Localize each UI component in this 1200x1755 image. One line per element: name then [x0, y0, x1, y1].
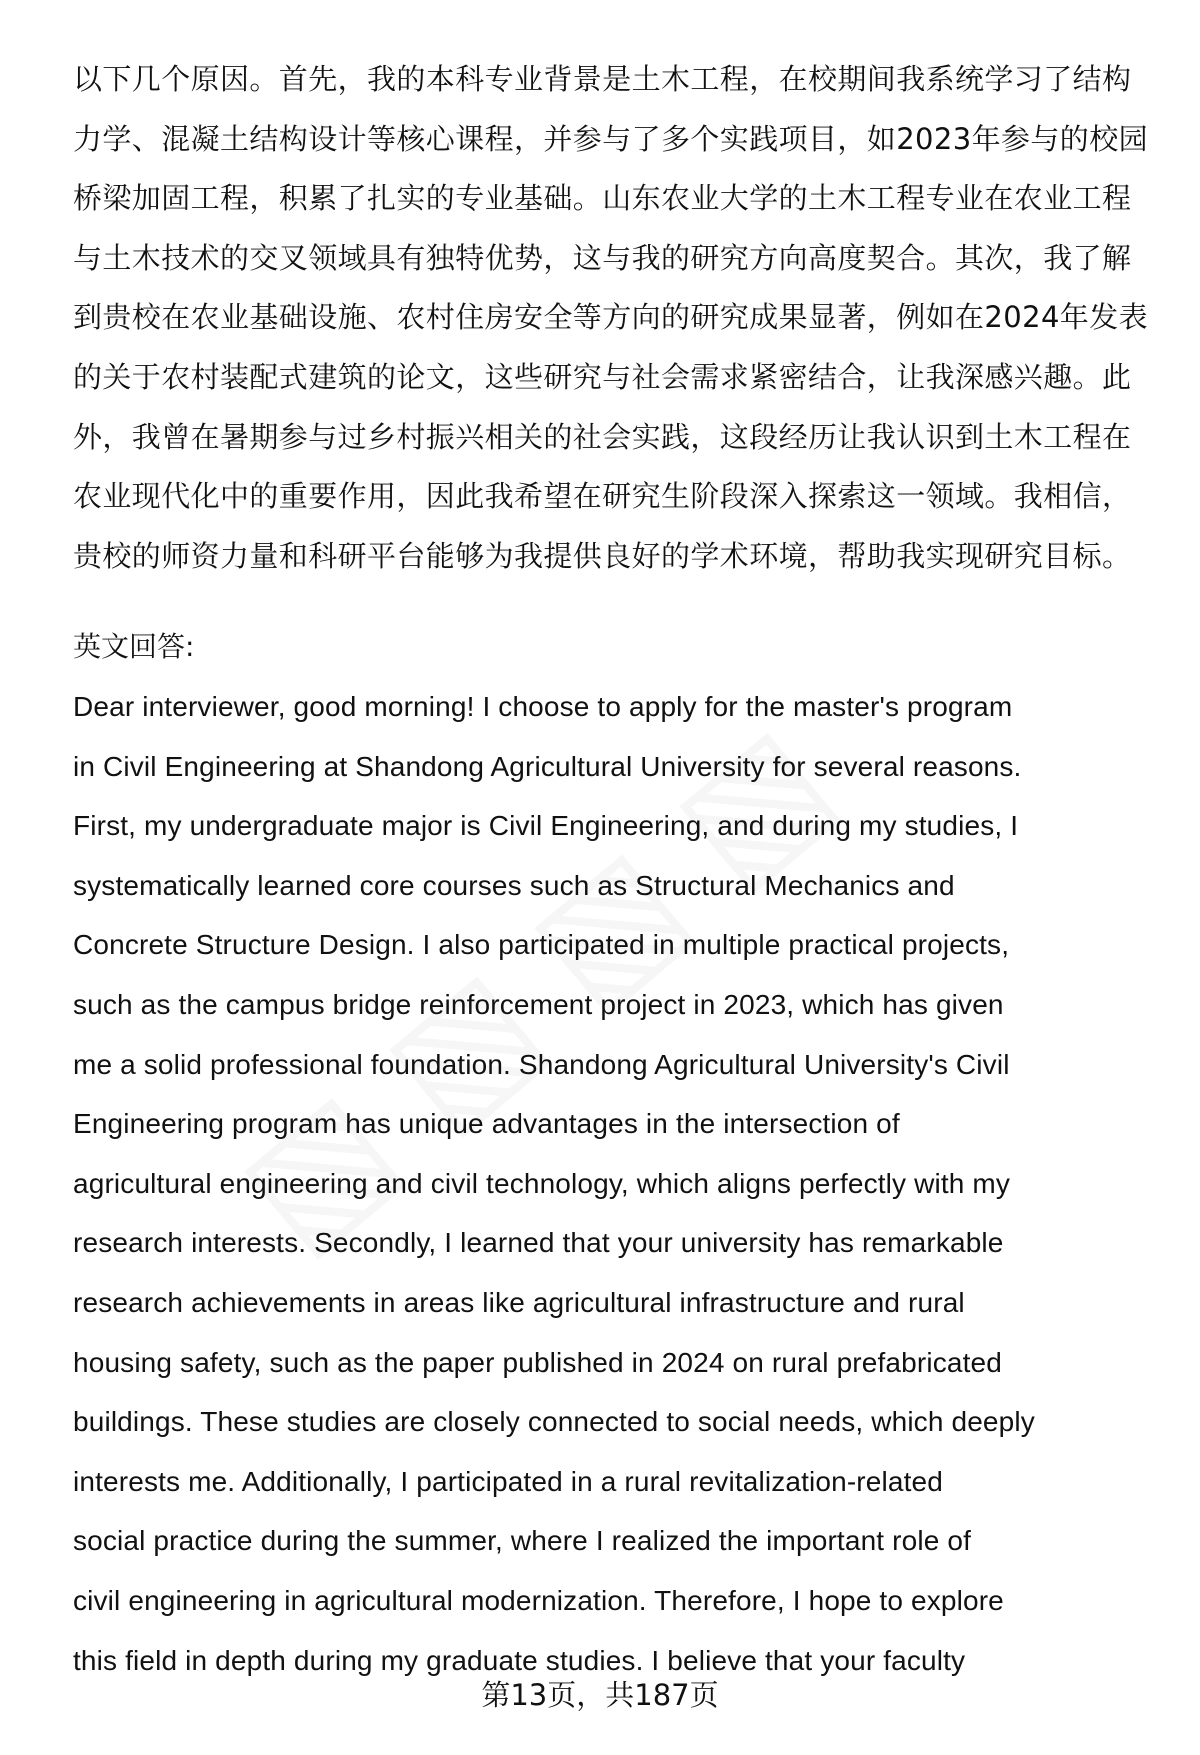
- text-line: 农业现代化中的重要作用，因此我希望在研究生阶段深入探索这一领域。我相信，: [73, 479, 1132, 514]
- text-line: 贵校的师资力量和科研平台能够为我提供良好的学术环境，帮助我实现研究目标。: [73, 538, 1132, 573]
- text-line: civil engineering in agricultural modernization. Therefore, I hope to explore: [73, 1584, 1004, 1616]
- page-number: 第13页，共187页: [481, 1678, 719, 1712]
- text-line: Concrete Structure Design. I also participated in multiple practical projects,: [73, 929, 1010, 961]
- text-line: 以下几个原因。首先，我的本科专业背景是土木工程，在校期间我系统学习了结构: [73, 62, 1132, 96]
- text-line: 力学、混凝土结构设计等核心课程，并参与了多个实践项目，如2023年参与的校园: [73, 121, 1149, 156]
- text-line: First, my undergraduate major is Civil Engineering, and during my studies, I: [73, 810, 1019, 842]
- english-answer-label: 英文回答:: [73, 630, 195, 663]
- text-line: interests me. Additionally, I participated in a rural revitalization-related: [73, 1465, 943, 1497]
- text-line: this field in depth during my graduate studies. I believe that your faculty: [73, 1644, 966, 1676]
- text-line: Dear interviewer, good morning! I choose to apply for the master's program: [73, 691, 1013, 722]
- text-line: 到贵校在农业基础设施、农村住房安全等方向的研究成果显著，例如在2024年发表: [73, 300, 1149, 335]
- text-line: me a solid professional foundation. Shandong Agricultural University's Civil: [73, 1048, 1010, 1080]
- english-answer: [73, 677, 1035, 1690]
- text-line: research achievements in areas like agricultural infrastructure and rural: [73, 1286, 965, 1318]
- text-line: housing safety, such as the paper published in 2024 on rural prefabricated: [73, 1346, 1002, 1378]
- text-line: social practice during the summer, where I realized the important role of: [73, 1525, 972, 1557]
- text-line: systematically learned core courses such as Structural Mechanics and: [73, 869, 955, 901]
- text-line: Engineering program has unique advantages in the intersection of: [73, 1108, 900, 1140]
- text-line: 桥梁加固工程，积累了扎实的专业基础。山东农业大学的土木工程专业在农业工程: [73, 181, 1132, 216]
- text-line: such as the campus bridge reinforcement project in 2023, which has given: [73, 988, 1004, 1020]
- text-line: research interests. Secondly, I learned that your university has remarkable: [73, 1227, 1004, 1259]
- text-line: 的关于农村装配式建筑的论文，这些研究与社会需求紧密结合，让我深感兴趣。此: [73, 359, 1132, 394]
- chinese-answer: [73, 50, 1148, 586]
- text-line: 外，我曾在暑期参与过乡村振兴相关的社会实践，这段经历让我认识到土木工程在: [73, 419, 1132, 454]
- text-line: 与土木技术的交叉领域具有独特优势，这与我的研究方向高度契合。其次，我了解: [73, 240, 1132, 275]
- text-line: agricultural engineering and civil technology, which aligns perfectly with my: [73, 1167, 1011, 1199]
- text-line: buildings. These studies are closely connected to social needs, which deeply: [73, 1406, 1035, 1438]
- text-line: in Civil Engineering at Shandong Agricultural University for several reasons.: [73, 750, 1022, 782]
